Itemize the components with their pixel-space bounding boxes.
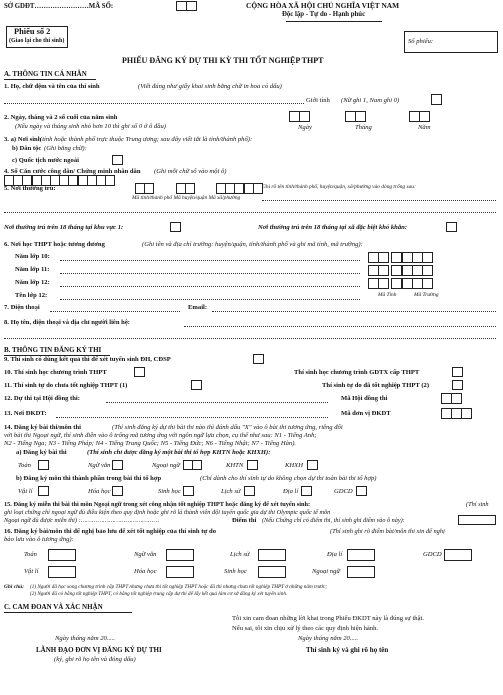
sign-right-title: Thí sinh ký và ghi rõ họ tên xyxy=(306,646,389,654)
dbkk-box[interactable] xyxy=(446,222,457,232)
subject-a-khxh: KHXH xyxy=(285,462,303,469)
commit-line-2: Nếu sai, tôi xin chịu xử lý theo các quy định hiện hành. xyxy=(232,625,379,632)
ma-huyen-cells[interactable] xyxy=(176,183,194,194)
q5-sub-note: Mã tỉnh/thành phố Mã huyện/quận Mã xã/phường xyxy=(132,195,241,201)
lop12-input[interactable] xyxy=(60,286,360,287)
name-input[interactable] xyxy=(4,103,304,104)
subject-b-vat-li: Vật lí xyxy=(18,488,33,495)
email-input[interactable] xyxy=(212,311,496,312)
q6-label: 6. Nơi học THPT hoặc tương đương xyxy=(4,241,105,248)
q12-label: 12. Dự thi tại Hội đồng thi: xyxy=(4,395,80,402)
phieu-note: (Giao lại cho thí sinh) xyxy=(9,38,65,44)
hoa-hoc-b-box[interactable] xyxy=(112,486,123,496)
gdcd-c-box[interactable] xyxy=(444,549,472,561)
khxh-a-box[interactable] xyxy=(307,460,318,470)
ngoai-ngu-c-box[interactable] xyxy=(347,566,375,578)
date-left: Ngày tháng năm 20..... xyxy=(55,635,116,642)
gioi-tinh-note: (Nữ ghi 1, Nam ghi 0) xyxy=(341,97,400,104)
sinh-hoc-b-box[interactable] xyxy=(183,486,194,496)
q13-label: 13. Nơi ĐKDT: xyxy=(4,410,47,417)
lop11-input[interactable] xyxy=(60,273,360,274)
ma-so-cells[interactable] xyxy=(176,1,196,11)
section-c-underline xyxy=(4,612,132,613)
q4-note: (Ghi mỗi chữ số vào một ô) xyxy=(154,168,227,175)
ma-hoi-dong-cells[interactable] xyxy=(441,393,461,404)
section-c-title: C. CAM ĐOAN VÀ XÁC NHẬN xyxy=(4,603,103,611)
q14b-label: b) Đăng ký môn thi thành phần trong bài thi tổ hợp xyxy=(16,475,162,482)
nam-cells[interactable] xyxy=(409,111,429,122)
section-b-title: B. THÔNG TIN ĐĂNG KÝ THI xyxy=(4,346,102,354)
hoi-dong-input[interactable] xyxy=(106,402,328,403)
dia-li-b-box[interactable] xyxy=(301,486,312,496)
q11-label: 11. Thí sinh tự do chưa tốt nghiệp THPT (1) xyxy=(4,382,128,389)
q11-right-label: Thí sinh tự do đã tốt nghiệp THPT (2) xyxy=(322,382,430,389)
q10-box[interactable] xyxy=(134,367,145,377)
q1-note: (Viết đúng như giấy khai sinh bằng chữ in hoa có dấu) xyxy=(138,83,282,90)
lich-su-c-box[interactable] xyxy=(258,549,286,561)
hoa-hoc-c-box[interactable] xyxy=(166,566,194,578)
sign-left-title: LÃNH ĐẠO ĐƠN VỊ ĐĂNG KÝ DỰ THI xyxy=(36,646,162,654)
form-title: PHIẾU ĐĂNG KÝ DỰ THI KỲ THI TỐT NGHIỆP THPT xyxy=(122,56,324,65)
q16-label: 16. Đăng ký bài/môn thi để nghị bảo lưu để xét tốt nghiệp của thí sinh tự do xyxy=(4,528,216,535)
q14a-note: (Thí sinh chỉ được đăng ký một bài thi tổ hợp KHTN hoặc KHXH): xyxy=(87,449,271,456)
q9-label: 9. Thí sinh có dùng kết quả thi để xét tuyển sinh ĐH, CĐSP xyxy=(4,356,171,363)
lop12-code-cells[interactable] xyxy=(368,278,432,289)
thang-label: Tháng xyxy=(355,124,372,131)
ghi-chu-label: Ghi chú: xyxy=(4,584,24,590)
q15-label: 15. Đăng ký miễn thi bài thi môn Ngoại ngữ trong xét công nhận tốt nghiệp THPT hoặc đăng ký để xét tuyển sinh: xyxy=(4,501,311,508)
ma-tinh-label: Mã Tỉnh xyxy=(378,292,397,298)
dia-li-c-box[interactable] xyxy=(347,549,375,561)
q14-note-2: với bài thi Ngoại ngữ, thí sinh điền vào ô trống mã tương ứng với ngôn ngữ lựa chọn, cụ thể như sau: N1 - Tiếng Anh; xyxy=(4,432,317,439)
q3a-label: 3. a) Nơi sinh xyxy=(4,136,42,143)
q11-box[interactable] xyxy=(191,380,202,390)
motto-underline xyxy=(286,21,382,22)
phieu-title: Phiếu số 2 xyxy=(14,27,51,36)
q2-label: 2. Ngày, tháng và 2 số cuối của năm sinh xyxy=(4,114,118,121)
address-line-1[interactable] xyxy=(262,200,496,201)
ma-xa-cells[interactable] xyxy=(216,183,262,194)
khtn-a-box[interactable] xyxy=(247,460,258,470)
q3b-note: (Ghi bằng chữ): xyxy=(44,145,87,152)
address-line-2[interactable] xyxy=(4,212,496,213)
q15-note-2: ghi loại chứng chỉ ngoại ngữ đủ điều kiện theo quy định hoặc ghi rõ là thành viên đội tuyển quốc gia dự thi Olympic quốc tế môn xyxy=(4,509,331,516)
ten-lop-label: Tên lớp 12: xyxy=(15,292,48,299)
country-name: CỘNG HÒA XÃ HỘI CHỦ NGHĨA VIỆT NAM xyxy=(246,1,400,10)
subject-b-hoa-hoc: Hóa học xyxy=(88,488,111,495)
q15-note-1: (Thí sinh xyxy=(466,501,489,508)
lich-su-b-box[interactable] xyxy=(244,486,255,496)
q16-note-2: bảo lưu vào ô tương ứng): xyxy=(4,536,74,543)
so-gddt-label: SỞ GDĐT……………………MÃ SỐ: xyxy=(4,3,114,10)
lop10-code-cells[interactable] xyxy=(368,252,432,263)
toan-c-box[interactable] xyxy=(48,549,76,561)
q14-note-3: N2 - Tiếng Nga; N3 - Tiếng Pháp; N4 - Tiếng Trung Quốc; N5 - Tiếng Đức; N6 - Tiếng Nhật; N7 - Tiếng Hàn). xyxy=(4,440,297,447)
subject-c-hoa-hoc: Hóa học xyxy=(134,568,157,575)
diem-thi-box[interactable] xyxy=(458,515,496,525)
ghi-chu-note-2: (2) Người đã có bằng tốt nghiệp THPT, có bằng tốt nghiệp trung cấp dự thi để lấy kết quả làm cơ sở đăng ký xét tuyển sinh. xyxy=(30,591,288,597)
q5-right-note: Ghi rõ tên tỉnh/thành phố, huyện/quận, xã/phường vào dòng trống sau: xyxy=(262,184,416,190)
lop11-label: Năm lớp 11: xyxy=(15,266,50,273)
ngu-van-c-box[interactable] xyxy=(166,549,194,561)
subject-c-dia-li: Địa lí xyxy=(327,551,343,558)
subject-c-lich-su: Lịch sử xyxy=(230,551,250,558)
contact-input-2[interactable] xyxy=(4,338,496,339)
ngu-van-a-box[interactable] xyxy=(112,460,123,470)
contact-input-1[interactable] xyxy=(184,326,496,327)
commit-line-1: Tôi xin cam đoan những lời khai trong Phiếu ĐKDT này là đúng sự thật. xyxy=(232,615,424,622)
country-motto: Độc lập - Tự do - Hạnh phúc xyxy=(282,11,366,18)
q3b-label: b) Dân tộc xyxy=(12,145,42,152)
ten-lop-input[interactable] xyxy=(60,299,360,300)
subject-a-ngoai-ngu: Ngoại ngữ xyxy=(152,462,180,469)
subject-c-ngu-van: Ngữ văn xyxy=(134,551,157,558)
lop12-label: Năm lớp 12: xyxy=(15,279,50,286)
lop10-input[interactable] xyxy=(60,260,360,261)
q7-label: 7. Điện thoại xyxy=(4,304,40,311)
ngay-label: Ngày xyxy=(298,124,312,131)
nam-label: Năm xyxy=(418,124,431,131)
ma-tinh-cells[interactable] xyxy=(135,183,153,194)
q1-label: 1. Họ, chữ đệm và tên của thí sinh xyxy=(4,83,100,90)
subject-a-ngu-van: Ngữ văn xyxy=(88,462,111,469)
kv1-label: Nơi thường trú trên 18 tháng tại khu vực 1: xyxy=(4,224,124,231)
lop11-code-cells[interactable] xyxy=(368,265,432,276)
thang-cells[interactable] xyxy=(345,111,365,122)
subject-c-gdcd: GDCD xyxy=(423,551,442,558)
gioi-tinh-label: Giới tính xyxy=(306,97,330,104)
subject-a-toan: Toán xyxy=(18,462,31,469)
q8-label: 8. Họ tên, điện thoại và địa chỉ người liên hệ: xyxy=(4,319,130,326)
so-phieu-label: Số phiếu: xyxy=(408,38,434,45)
subject-a-khtn: KHTN xyxy=(226,462,244,469)
vat-li-c-box[interactable] xyxy=(48,566,76,578)
q3c-label: c) Quốc tịch nước ngoài xyxy=(12,157,79,164)
date-right: Ngày tháng năm 20..... xyxy=(298,635,359,642)
subject-b-gdcd: GDCD xyxy=(334,488,353,495)
subject-c-sinh-hoc: Sinh học xyxy=(224,568,247,575)
subject-c-toan: Toán xyxy=(24,551,37,558)
q11-right-box[interactable] xyxy=(452,380,463,390)
subject-b-lich-su: Lịch sử xyxy=(221,488,241,495)
section-a-title: A. THÔNG TIN CÁ NHÂN xyxy=(4,70,87,78)
q5-label: 5. Nơi thường trú: xyxy=(4,185,56,192)
subject-b-sinh-hoc: Sinh học xyxy=(158,488,181,495)
subject-c-vat-li: Vật lí xyxy=(24,568,39,575)
q10-label: 10. Thí sinh học chương trình THPT xyxy=(4,369,107,376)
ngay-cells[interactable] xyxy=(289,111,309,122)
q10-right-box[interactable] xyxy=(452,367,463,377)
diem-thi-label: Điểm thi xyxy=(232,517,257,524)
q6-note: (Ghi tên và địa chỉ trường: huyện/quận, tỉnh/thành phố và ghi mã tỉnh, mã trường): xyxy=(142,241,363,248)
q14b-note: (Chỉ dành cho thí sinh tự do không chọn dự thi toàn bài thi tổ hợp) xyxy=(200,475,377,482)
gdcd-b-box[interactable] xyxy=(356,486,367,496)
q15-note-3: Ngoại ngữ đủ được miễn thi) :…………………………………… xyxy=(4,517,160,524)
subject-b-dia-li: Địa lí xyxy=(283,488,299,495)
vat-li-b-box[interactable] xyxy=(38,486,49,496)
ma-truong-label: Mã Trường xyxy=(414,292,439,298)
q14a-label: a) Đăng ký bài thi xyxy=(16,449,67,456)
q13-right-label: Mã đơn vị ĐKDT xyxy=(341,410,391,417)
sign-left-note: (ký, ghi rõ họ tên và đóng dấu) xyxy=(54,656,136,663)
ngoai-ngu-a-cells[interactable] xyxy=(183,460,201,470)
section-a-underline xyxy=(4,79,96,80)
phone-input[interactable] xyxy=(50,311,180,312)
lop10-label: Năm lớp 10: xyxy=(15,253,50,260)
sinh-hoc-c-box[interactable] xyxy=(258,566,286,578)
q9-box[interactable] xyxy=(253,354,264,364)
q4-label: 4. Số Căn cước công dân/ Chứng minh nhân dân xyxy=(4,168,141,175)
q12-right-label: Mã Hội đồng thi xyxy=(341,395,388,402)
gioi-tinh-box[interactable] xyxy=(431,94,442,105)
q2-note: (Nếu ngày và tháng sinh nhỏ hơn 10 thì ghi số 0 ở ô đầu) xyxy=(15,123,166,130)
q16-note-1: (Thí sinh ghi rõ điểm bài/môn thi xin để nghị xyxy=(330,528,445,535)
email-label: Email: xyxy=(188,304,208,311)
noi-dkdt-input[interactable] xyxy=(56,417,328,418)
q14-label: 14. Đăng ký bài thi/môn thi xyxy=(4,424,81,431)
diem-thi-note: (Nếu Chứng chỉ có điểm thi, thí sinh ghi điểm vào ô này): xyxy=(262,517,405,524)
dbkk-label: Nơi thường trú trên 18 tháng tại xã đặc biệt khó khăn: xyxy=(258,224,407,231)
subject-c-ngoai-ngu: Ngoại ngữ xyxy=(312,568,340,575)
q10-right-label: Thí sinh học chương trình GDTX cấp THPT xyxy=(294,369,420,376)
kv1-box[interactable] xyxy=(170,222,181,232)
ghi-chu-note-1: (1) Người đã học xong chương trình cấp THPT nhưng chưa thi tốt nghiệp THPT hoặc đã thi nhưng chưa tốt nghiệp THPT ở những năm trước; xyxy=(30,584,328,590)
ma-don-vi-cells[interactable] xyxy=(441,408,472,419)
q3a-note: (tỉnh hoặc thành phố trực thuộc Trung ương; sau đây viết tắt là tỉnh/thành phố): xyxy=(40,136,253,143)
quoc-tich-box[interactable] xyxy=(112,155,123,165)
q14-note-1: (Thí sinh đăng ký dự thi bài thi nào thì đánh dấu "X" vào ô bài thi tương ứng, riêng đối xyxy=(112,424,343,431)
toan-a-box[interactable] xyxy=(38,460,49,470)
